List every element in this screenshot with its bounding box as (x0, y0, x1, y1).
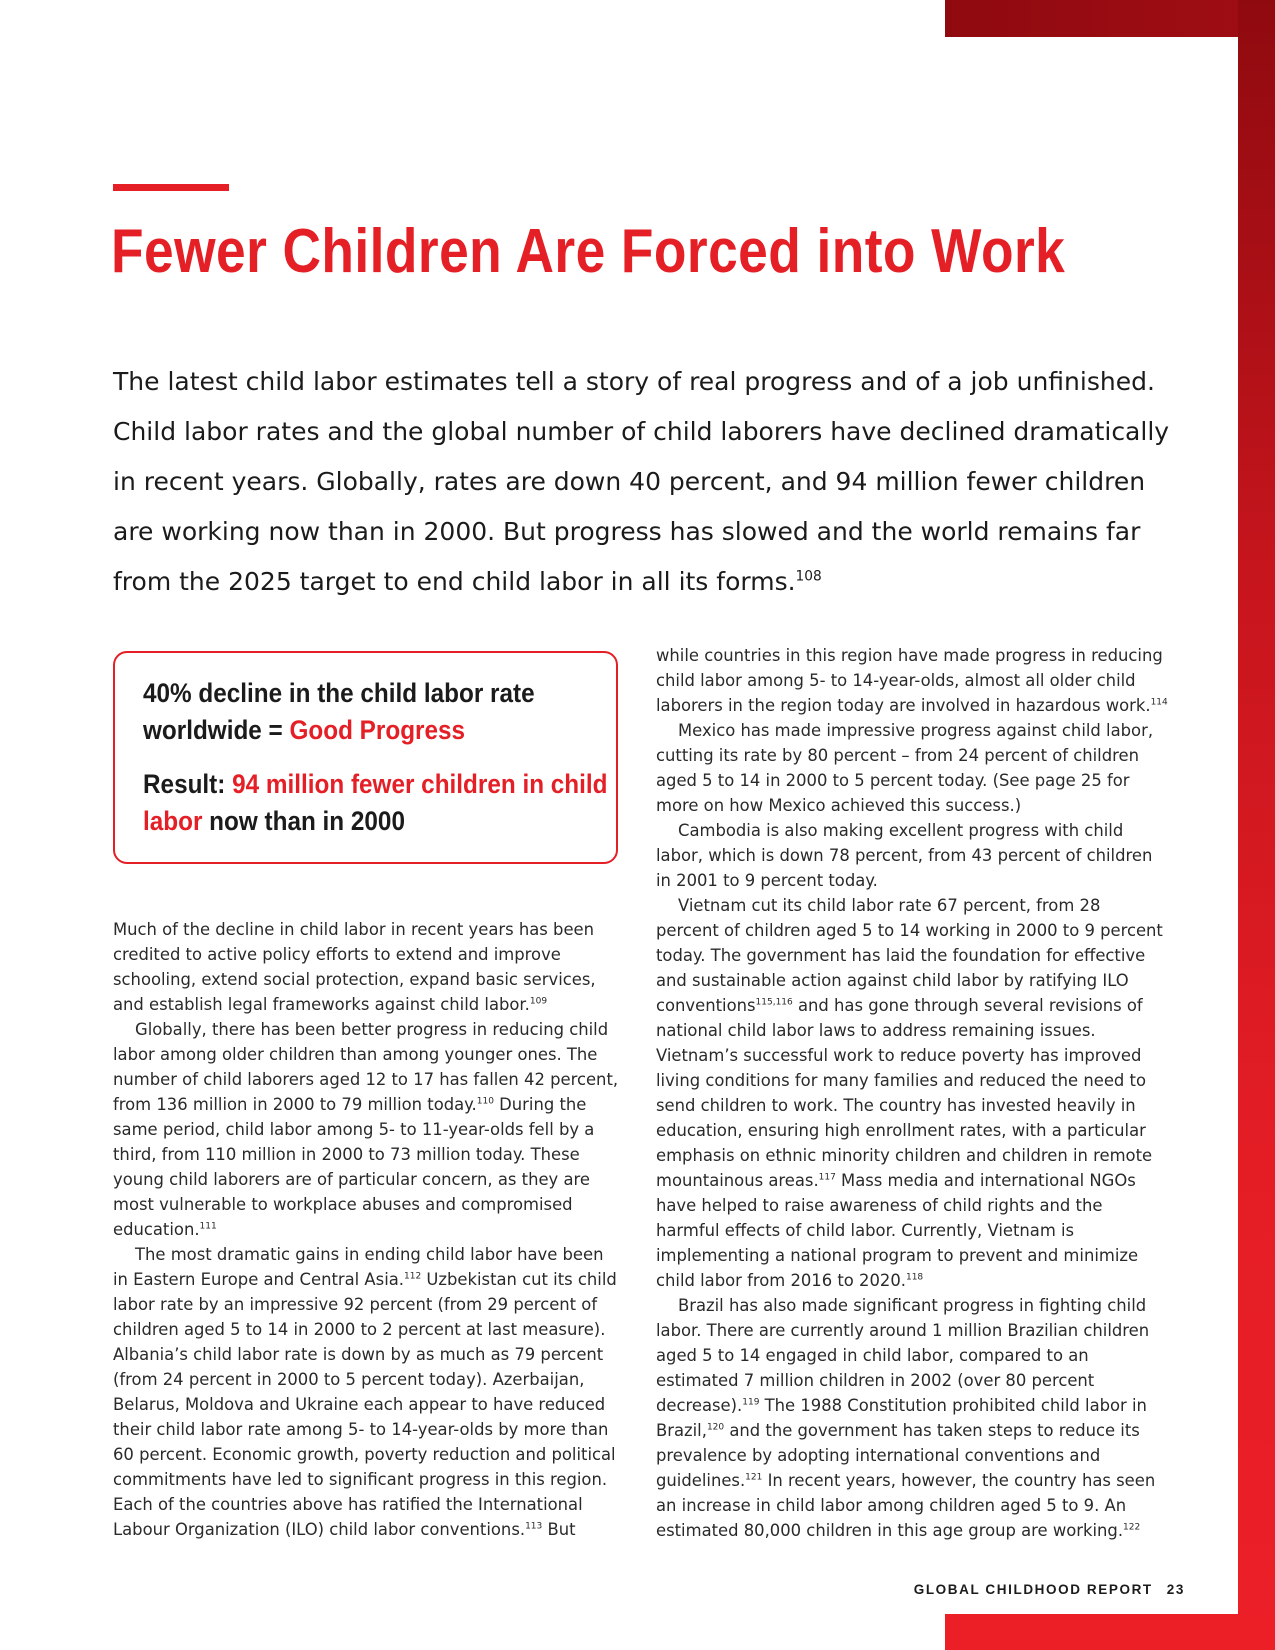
paragraph-text: The 1988 Constitution prohibited child labor in Brazil, (656, 1396, 1147, 1440)
paragraph-text: Mass media and international NGOs have helped to raise awareness of child rights and the harmful effects of child labor. Currently, Vietnam is implementing a national program to prevent and minimize child labor from 2016 to 2020. (656, 1171, 1139, 1290)
page-number: 23 (1166, 1582, 1185, 1597)
footnote-ref: 112 (404, 1271, 422, 1282)
paragraph-text: The most dramatic gains in ending child labor have been in Eastern Europe and Central Asia. (113, 1245, 604, 1289)
footnote-ref: 114 (1150, 697, 1168, 708)
paragraph-text: Uzbekistan cut its child labor rate by an impressive 92 percent (from 29 percent of children aged 5 to 14 in 2000 to 2 percent at last measure). Albania’s child labor rate is down by as much as 79 percent (from 24 percent in 2000 to 5 percent today). Azerbaijan, Belarus, Moldova and Ukraine each appear to have reduced their child labor rate among 5- to 14-year-olds by more than 60 percent. Economic growth, poverty reduction and political commitments have led to significant progress in this region. Each of the countries above has ratified the International Labour Organization (ILO) child labor conventions. (113, 1270, 617, 1539)
paragraph-text: During the same period, child labor among 5- to 11-year-olds fell by a third, from 110 million in 2000 to 73 million today. These young child laborers are of particular concern, as they are most vulnerable to workplace abuses and compromised education. (113, 1095, 595, 1239)
paragraph-text: and has gone through several revisions of national child labor laws to address remaining issues. Vietnam’s successful work to reduce poverty has improved living conditions for many families and reduced the need to send children to work. The country has invested heavily in education, ensuring high enrollment rates, with a particular emphasis on ethnic minority children and children in remote mountainous areas. (656, 996, 1153, 1190)
intro-text: The latest child labor estimates tell a story of real progress and of a job unfinished. Child labor rates and the global number of child laborers have declined dramatically in recent years. Globally, rates are down 40 percent, and 94 million fewer children are working now than in 2000. But progress has slowed and the world remains far from the 2025 target to end child labor in all its forms. (113, 367, 1170, 596)
callout-result-tail: now than in 2000 (202, 806, 405, 836)
paragraph-text: But (542, 1520, 576, 1539)
callout-line-1 (143, 675, 611, 749)
footnote-ref: 110 (476, 1096, 494, 1107)
paragraph-text: Much of the decline in child labor in recent years has been credited to active policy efforts to extend and improve schooling, extend social protection, expand basic services, and establish legal frameworks against child labor. (113, 920, 596, 1014)
callout-line-2 (143, 766, 611, 840)
right-paragraph-3: Cambodia is also making excellent progress with child labor, which is down 78 percent, from 43 percent of children in 2001 to 9 percent today. (656, 821, 1153, 890)
footnote-ref: 121 (745, 1472, 763, 1483)
left-paragraph-3 (113, 1242, 623, 1542)
footnote-ref: 120 (706, 1422, 725, 1433)
paragraph-text: In recent years, however, the country has seen an increase in child labor among children aged 5 to 9. An estimated 80,000 children in this age group are working. (656, 1471, 1156, 1540)
right-column (656, 643, 1168, 1543)
report-name: GLOBAL CHILDHOOD REPORT (913, 1582, 1153, 1597)
paragraph-text: while countries in this region have made progress in reducing child labor among 5- to 14-year-olds, almost all older child laborers in the region today are involved in hazardous work. (656, 646, 1163, 715)
left-paragraph-1 (113, 917, 623, 1017)
right-paragraph-1 (656, 643, 1168, 718)
footnote-ref: 119 (742, 1397, 760, 1408)
footnote-ref: 109 (529, 996, 548, 1007)
intro-paragraph (113, 357, 1173, 607)
title-accent-rule (113, 184, 229, 191)
footnote-ref: 111 (199, 1221, 217, 1232)
footnote-ref: 117 (818, 1172, 836, 1183)
page-title: Fewer Children Are Forced into Work (111, 217, 1066, 286)
paragraph-text: Globally, there has been better progress in reducing child labor among older children than among younger ones. The number of child laborers aged 12 to 17 has fallen 42 percent, from 136 million in 2000 to 79 million today. (113, 1020, 619, 1114)
left-column (113, 917, 623, 1542)
right-red-band (1238, 0, 1275, 1650)
callout-result-label: Result: (143, 769, 233, 799)
footnote-ref: 108 (795, 568, 822, 585)
callout-stat: 40% decline in the child labor rate worldwide = (143, 678, 535, 745)
footnote-ref: 122 (1123, 1522, 1141, 1533)
right-paragraph-4 (656, 893, 1168, 1293)
paragraph-text: Brazil has also made significant progress in fighting child labor. There are currently around 1 million Brazilian children aged 5 to 14 engaged in child labor, compared to an estimated 7 million children in 2002 (over 80 percent decrease). (656, 1296, 1150, 1415)
page-footer (914, 1582, 1185, 1597)
footnote-ref: 118 (905, 1272, 924, 1283)
top-red-band (945, 0, 1275, 37)
paragraph-text: Vietnam cut its child labor rate 67 percent, from 28 percent of children aged 5 to 14 working in 2000 to 9 percent today. The government has laid the foundation for effective and sustainable action against child labor by ratifying ILO conventions (656, 896, 1163, 1015)
bottom-red-band (945, 1614, 1275, 1650)
right-paragraph-2: Mexico has made impressive progress against child labor, cutting its rate by 80 percent – from 24 percent of children aged 5 to 14 in 2000 to 5 percent today. (See page 25 for more on how Mexico achieved this success.) (656, 721, 1154, 815)
callout-result-highlight: 94 million fewer children in child labor (143, 769, 608, 836)
footnote-ref: 113 (525, 1521, 543, 1532)
footnote-ref: 115,116 (755, 997, 793, 1008)
right-paragraph-5 (656, 1293, 1168, 1543)
left-paragraph-2 (113, 1017, 623, 1242)
callout-box (113, 651, 618, 864)
callout-highlight: Good Progress (289, 715, 466, 745)
paragraph-text: and the government has taken steps to reduce its prevalence by adopting international conventions and guidelines. (656, 1421, 1140, 1490)
